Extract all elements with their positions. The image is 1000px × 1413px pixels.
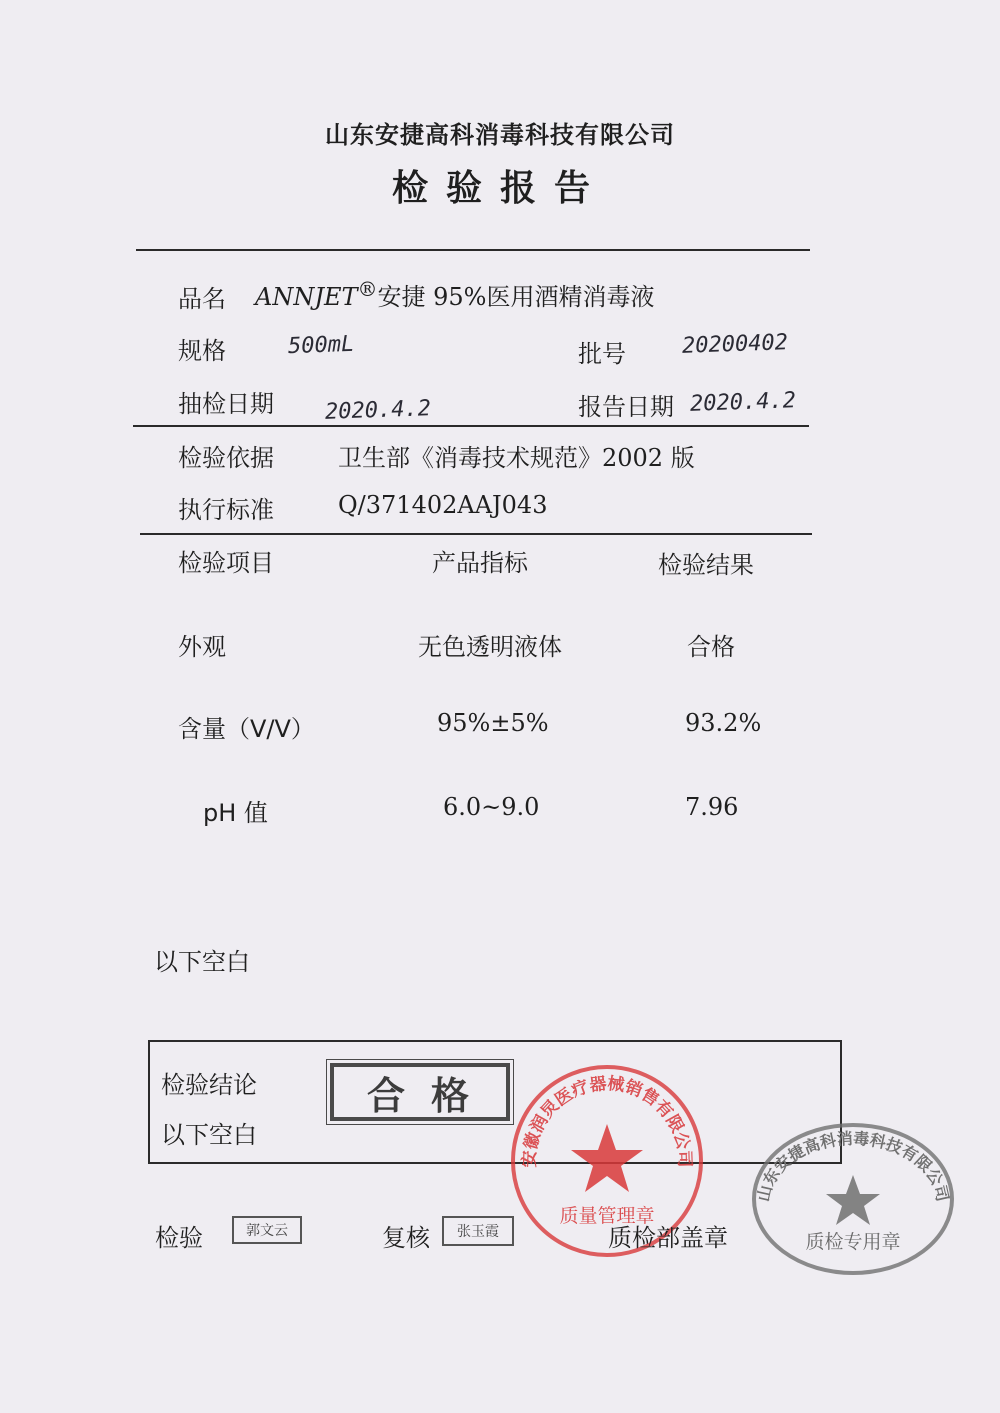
dept-seal-label: 质检部盖章 <box>608 1224 728 1252</box>
conclusion-label: 检验结论 <box>161 1071 257 1099</box>
grey-seal-ring-text: 山东安捷高科消毒科技有限公司 <box>753 1128 953 1204</box>
star-icon <box>826 1175 880 1225</box>
report-date-value: 2020.4.2 <box>689 388 797 417</box>
standard-label: 执行标准 <box>178 496 274 524</box>
table-header-result: 检验结果 <box>658 551 754 579</box>
star-icon <box>571 1124 643 1192</box>
batch-label: 批号 <box>578 340 626 368</box>
table-row-result: 合格 <box>687 633 735 661</box>
table-header-item: 检验项目 <box>178 549 274 577</box>
batch-value: 20200402 <box>681 330 789 359</box>
product-name: 安捷 95%医用酒精消毒液 <box>377 283 655 311</box>
rule-middle <box>133 425 809 427</box>
report-date-label: 报告日期 <box>578 393 674 421</box>
blank-note: 以下空白 <box>154 948 250 976</box>
table-row-spec: 6.0~9.0 <box>443 793 540 821</box>
table-row-spec: 95%±5% <box>437 709 549 737</box>
report-title: 检验报告 <box>391 168 608 209</box>
rule-top <box>136 249 810 251</box>
spec-value: 500mL <box>287 331 355 360</box>
rule-table <box>140 533 812 535</box>
table-header-spec: 产品指标 <box>432 549 528 577</box>
table-row-result: 93.2% <box>685 709 762 737</box>
company-name: 山东安捷高科消毒科技有限公司 <box>325 121 675 149</box>
standard-value: Q/371402AAJ043 <box>338 491 548 519</box>
grey-seal-sub: 质检专用章 <box>805 1231 901 1253</box>
red-seal-sub: 质量管理章 <box>559 1205 655 1227</box>
inspector-signature: 郭文云 <box>232 1216 302 1244</box>
basis-label: 检验依据 <box>178 444 274 472</box>
table-row-result: 7.96 <box>685 793 739 821</box>
table-row-item: pH 值 <box>203 799 268 827</box>
basis-value: 卫生部《消毒技术规范》2002 版 <box>338 444 695 472</box>
sample-date-value: 2020.4.2 <box>324 396 432 425</box>
pass-stamp: 合格 <box>330 1063 510 1121</box>
conclusion-note: 以下空白 <box>161 1121 257 1149</box>
reviewer-signature: 张玉霞 <box>442 1216 514 1246</box>
inspector-label: 检验 <box>155 1224 203 1252</box>
spec-label: 规格 <box>178 337 226 365</box>
sample-date-label: 抽检日期 <box>178 390 274 418</box>
grey-qc-seal <box>750 1120 956 1278</box>
table-row-spec: 无色透明液体 <box>418 633 562 661</box>
table-row-item: 含量（V/V） <box>178 715 315 743</box>
product-value <box>255 277 654 312</box>
product-label: 品名 <box>178 285 226 313</box>
red-seal-ring-text: 安徽润炅医疗器械销售有限公司 <box>519 1074 695 1168</box>
table-row-item: 外观 <box>178 633 226 661</box>
registered-mark: ® <box>357 277 378 301</box>
reviewer-label: 复核 <box>382 1224 430 1252</box>
product-brand: ANNJET <box>255 283 358 311</box>
